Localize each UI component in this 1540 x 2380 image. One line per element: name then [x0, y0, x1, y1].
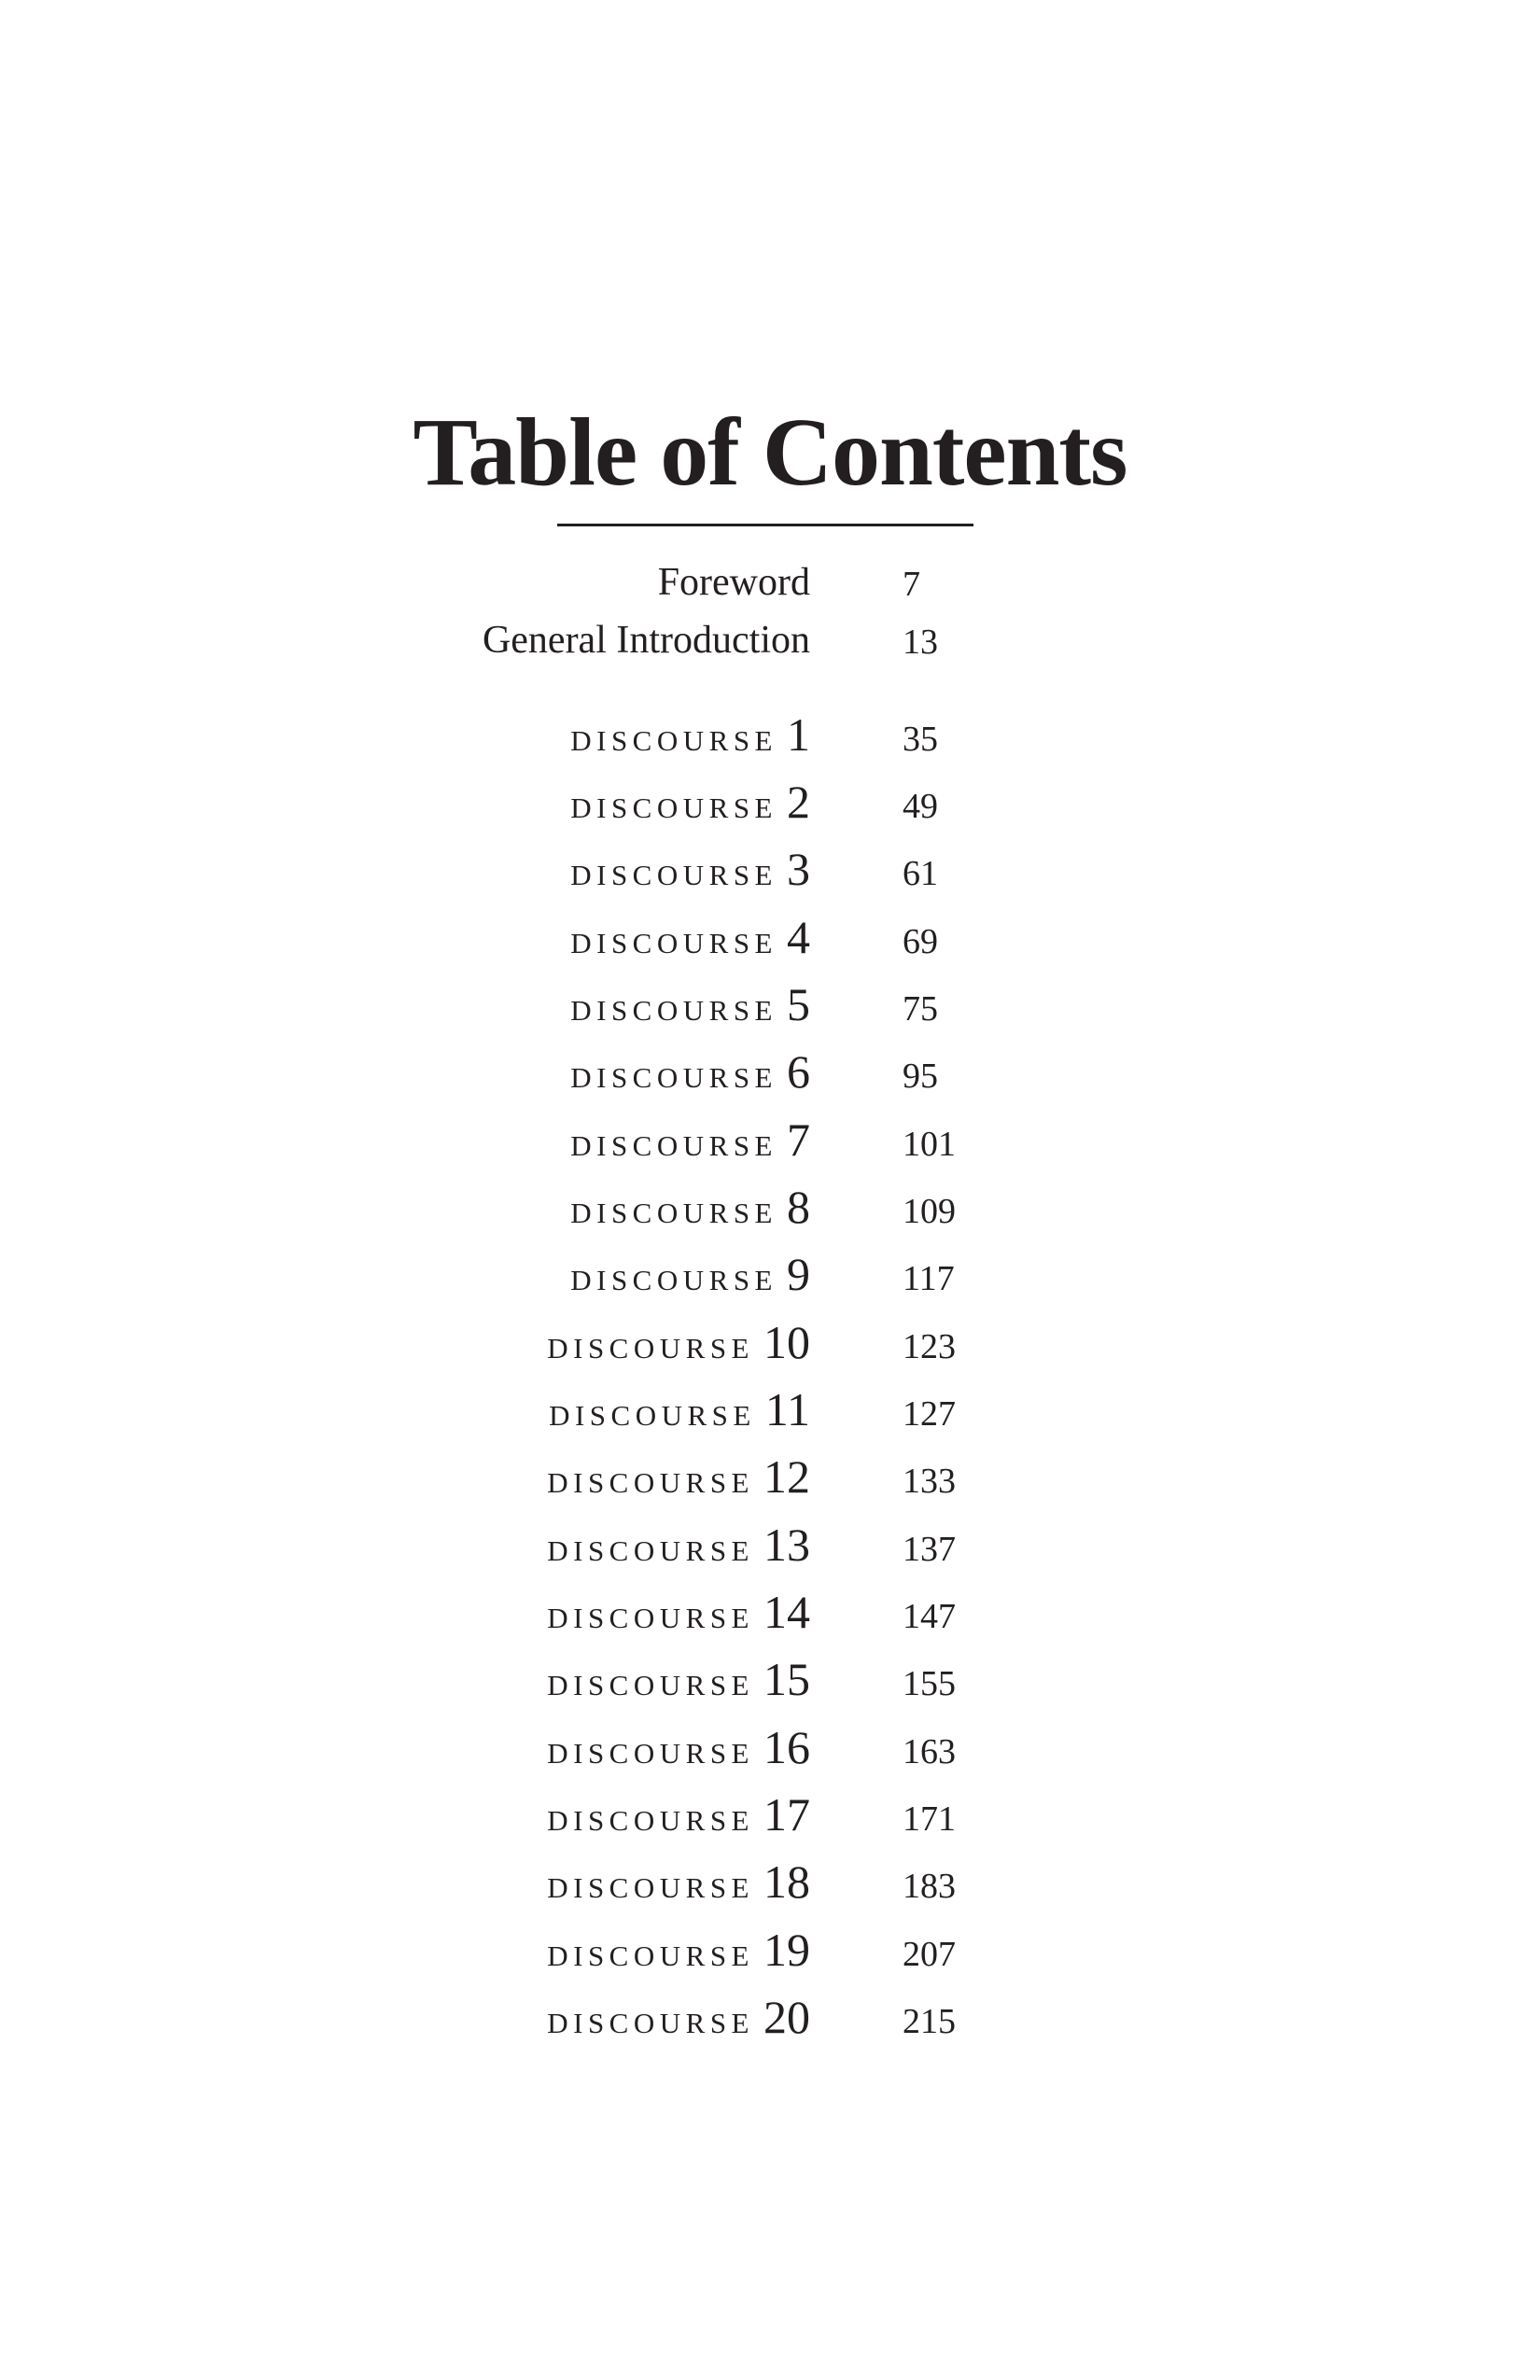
discourse-number: 19 — [763, 1924, 810, 1976]
discourse-number: 9 — [787, 1248, 810, 1300]
discourse-word: DISCOURSE — [547, 1466, 754, 1499]
toc-entry-discourse-8[interactable] — [0, 1182, 1540, 1238]
toc-entry-discourse-9[interactable] — [0, 1249, 1540, 1305]
toc-entry-discourse-10[interactable] — [0, 1317, 1540, 1373]
entry-label — [570, 844, 810, 894]
entry-page-number: 13 — [903, 623, 938, 662]
toc-entry-discourse-7[interactable] — [0, 1114, 1540, 1170]
entry-label — [547, 1317, 810, 1367]
entry-page-number: 117 — [903, 1259, 955, 1298]
entry-page-number: 127 — [903, 1394, 956, 1434]
toc-entry-discourse-12[interactable] — [0, 1451, 1540, 1507]
entry-label — [570, 777, 810, 827]
discourse-word: DISCOURSE — [547, 1534, 754, 1567]
toc-entry-discourse-5[interactable] — [0, 979, 1540, 1035]
entry-label — [570, 1182, 810, 1232]
entry-label — [547, 1587, 810, 1637]
discourse-number: 14 — [763, 1586, 810, 1638]
entry-page-number: 183 — [903, 1867, 956, 1906]
entry-page-number: 75 — [903, 989, 938, 1029]
discourse-word: DISCOURSE — [547, 1939, 754, 1972]
entry-label — [547, 1519, 810, 1570]
toc-entry-discourse-3[interactable] — [0, 844, 1540, 900]
entry-page-number: 133 — [903, 1462, 956, 1501]
discourse-word: DISCOURSE — [547, 1602, 754, 1634]
toc-entry-discourse-14[interactable] — [0, 1587, 1540, 1643]
entry-label — [570, 1249, 810, 1299]
discourse-number: 2 — [787, 776, 810, 828]
entry-label — [570, 709, 810, 760]
toc-entry-discourse-2[interactable] — [0, 777, 1540, 833]
discourse-word: DISCOURSE — [570, 791, 777, 824]
entry-page-number: 7 — [903, 565, 920, 604]
entry-label — [570, 1046, 810, 1097]
discourse-word: DISCOURSE — [547, 1804, 754, 1837]
entry-label — [547, 1451, 810, 1502]
toc-entry-discourse-4[interactable] — [0, 912, 1540, 968]
entry-page-number: 137 — [903, 1530, 956, 1569]
entry-label: Foreword — [657, 561, 810, 604]
entry-page-number: 49 — [903, 787, 938, 826]
entry-label — [547, 1722, 810, 1772]
entry-page-number: 101 — [903, 1125, 956, 1164]
discourse-number: 15 — [763, 1653, 810, 1705]
toc-entry-general-introduction[interactable] — [0, 612, 1540, 668]
discourse-number: 3 — [787, 843, 810, 895]
discourse-number: 8 — [787, 1181, 810, 1233]
entry-page-number: 61 — [903, 854, 938, 893]
entry-page-number: 69 — [903, 922, 938, 961]
discourse-word: DISCOURSE — [570, 1264, 777, 1296]
entry-page-number: 123 — [903, 1327, 956, 1366]
discourse-number: 17 — [763, 1788, 810, 1841]
discourse-number: 12 — [763, 1450, 810, 1503]
discourse-word: DISCOURSE — [570, 1061, 777, 1094]
entry-page-number: 35 — [903, 720, 938, 759]
entry-label — [570, 979, 810, 1029]
discourse-word: DISCOURSE — [547, 1737, 754, 1770]
entry-page-number: 163 — [903, 1732, 956, 1771]
entry-page-number: 207 — [903, 1935, 956, 1974]
discourse-number: 4 — [787, 911, 810, 963]
discourse-number: 7 — [787, 1113, 810, 1166]
discourse-word: DISCOURSE — [547, 2007, 754, 2039]
discourse-number: 10 — [763, 1316, 810, 1368]
discourse-word: DISCOURSE — [547, 1332, 754, 1365]
entry-page-number: 95 — [903, 1057, 938, 1096]
discourse-word: DISCOURSE — [570, 724, 777, 757]
toc-entry-discourse-18[interactable] — [0, 1856, 1540, 1912]
discourse-number: 18 — [763, 1855, 810, 1908]
discourse-number: 13 — [763, 1519, 810, 1571]
entry-page-number: 215 — [903, 2002, 956, 2041]
entry-page-number: 147 — [903, 1597, 956, 1636]
toc-entry-discourse-6[interactable] — [0, 1046, 1540, 1102]
discourse-number: 5 — [787, 978, 810, 1030]
toc-entry-discourse-13[interactable] — [0, 1519, 1540, 1575]
discourse-word: DISCOURSE — [549, 1399, 756, 1432]
toc-entry-discourse-19[interactable] — [0, 1925, 1540, 1981]
entry-label — [549, 1384, 810, 1435]
discourse-number: 20 — [763, 1991, 810, 2043]
entry-label — [547, 1925, 810, 1975]
toc-entry-foreword[interactable] — [0, 554, 1540, 610]
entry-label — [547, 1654, 810, 1704]
entry-label — [570, 912, 810, 962]
discourse-word: DISCOURSE — [570, 994, 777, 1027]
entry-page-number: 171 — [903, 1799, 956, 1839]
discourse-number: 16 — [763, 1721, 810, 1773]
discourse-word: DISCOURSE — [547, 1669, 754, 1701]
discourse-word: DISCOURSE — [570, 927, 777, 959]
discourse-number: 1 — [787, 708, 810, 761]
discourse-number: 11 — [764, 1383, 810, 1435]
discourse-word: DISCOURSE — [570, 1197, 777, 1229]
page-title: Table of Contents — [413, 399, 1127, 506]
toc-entry-discourse-17[interactable] — [0, 1789, 1540, 1845]
discourse-word: DISCOURSE — [570, 1129, 777, 1162]
entry-label — [570, 1114, 810, 1165]
entry-label — [547, 1789, 810, 1840]
entry-label — [547, 1856, 810, 1907]
toc-entry-discourse-1[interactable] — [0, 709, 1540, 765]
toc-entry-discourse-20[interactable] — [0, 1992, 1540, 2048]
entry-page-number: 109 — [903, 1192, 956, 1231]
toc-entry-discourse-16[interactable] — [0, 1722, 1540, 1778]
toc-entry-discourse-15[interactable] — [0, 1654, 1540, 1710]
discourse-word: DISCOURSE — [570, 859, 777, 891]
discourse-number: 6 — [787, 1045, 810, 1098]
entry-label — [547, 1992, 810, 2042]
entry-page-number: 155 — [903, 1664, 956, 1703]
toc-entry-discourse-11[interactable] — [0, 1384, 1540, 1440]
entry-label: General Introduction — [482, 619, 810, 662]
discourse-word: DISCOURSE — [547, 1871, 754, 1904]
